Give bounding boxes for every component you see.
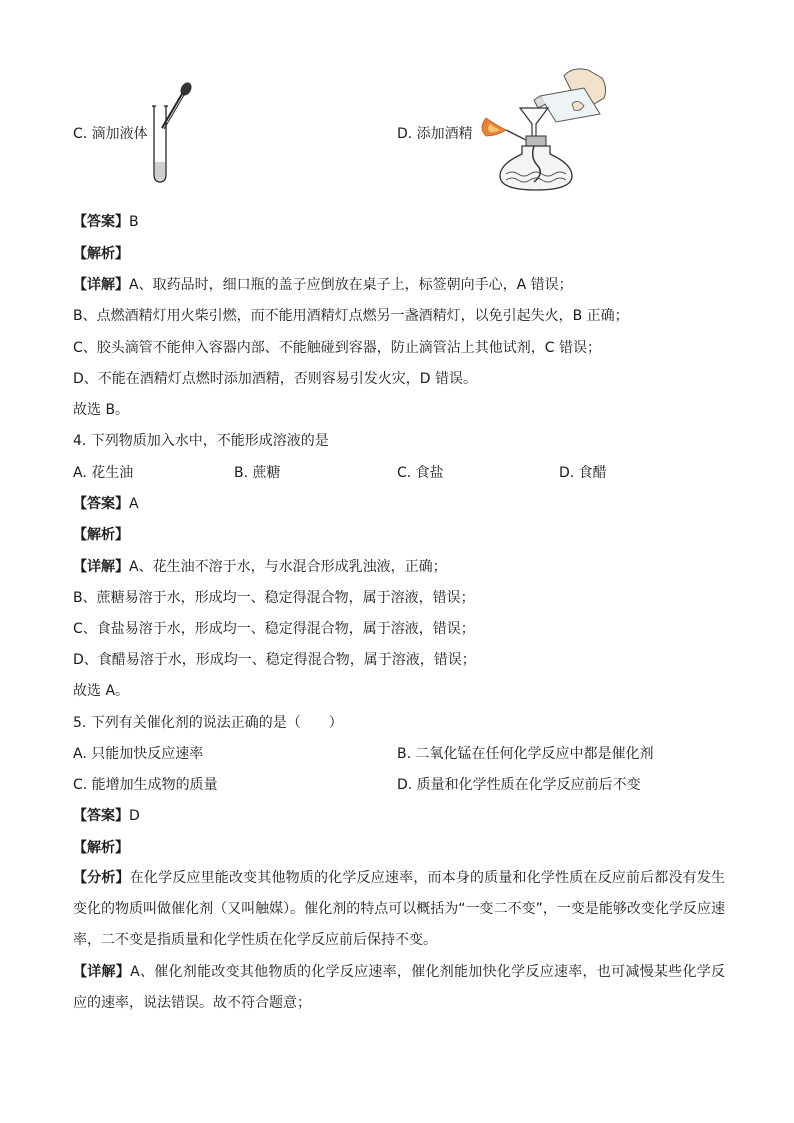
q3-detail-line-1 — [73, 275, 573, 295]
q5-stem: 5. 下列有关催化剂的说法正确的是（ ） — [73, 715, 343, 731]
answer-tag: 【答案】 — [73, 808, 129, 824]
detail-tag: 【详解】 — [73, 964, 131, 980]
q3-analysis-label: 【解析】 — [73, 246, 129, 262]
detail-text: A、花生油不溶于水，与水混合形成乳浊液，正确； — [129, 559, 447, 575]
q4-detail-line-3: C、食盐易溶于水，形成均一、稳定得混合物，属于溶液，错误； — [73, 621, 475, 637]
answer-tag: 【答案】 — [73, 214, 129, 230]
q4-option-d: D. 食醋 — [559, 465, 607, 481]
option-d-label: D. 添加酒精 — [397, 126, 473, 142]
q5-answer — [73, 806, 140, 826]
detail-text: A、催化剂能改变其他物质的化学反应速率，催化剂能加快化学反应速率，也可减慢某些化学反应的速率，说法错误。故不符合题意； — [73, 964, 726, 1011]
q4-detail-line-2: B、蔗糖易溶于水，形成均一、稳定得混合物，属于溶液，错误； — [73, 590, 475, 606]
q5-option-b: B. 二氧化锰在任何化学反应中都是催化剂 — [397, 746, 654, 762]
analysis-text: 在化学反应里能改变其他物质的化学反应速率，而本身的质量和化学性质在反应前后都没有发生变化的物质叫做催化剂（又叫触媒）。催化剂的特点可以概括为“一变二不变”，一变是能够改变化学反应速率，二不变是指质量和化学性质在化学反应前后保持不变。 — [73, 870, 726, 948]
q5-analysis-label: 【解析】 — [73, 840, 129, 856]
detail-tag: 【详解】 — [73, 277, 129, 293]
q4-option-a: A. 花生油 — [73, 465, 134, 481]
q5-option-c: C. 能增加生成物的质量 — [73, 777, 218, 793]
analysis-tag: 【分析】 — [73, 870, 130, 886]
answer-value: B — [129, 214, 139, 230]
q4-analysis-label: 【解析】 — [73, 527, 129, 543]
q4-detail-line-4: D、食醋易溶于水，形成均一、稳定得混合物，属于溶液，错误； — [73, 652, 476, 668]
q3-detail-line-4: D、不能在酒精灯点燃时添加酒精，否则容易引发火灾，D 错误。 — [73, 371, 478, 387]
q4-stem: 4. 下列物质加入水中，不能形成溶液的是 — [73, 433, 329, 449]
q3-conclusion: 故选 B。 — [73, 402, 130, 418]
option-c-label: C. 滴加液体 — [73, 126, 148, 142]
q3-answer — [73, 212, 139, 232]
adding-alcohol-lamp-illustration — [476, 58, 616, 198]
q4-option-b: B. 蔗糖 — [234, 465, 281, 481]
answer-value: A — [129, 496, 139, 512]
detail-text: A、取药品时，细口瓶的盖子应倒放在桌子上，标签朝向手心，A 错误； — [129, 277, 573, 293]
q4-conclusion: 故选 A。 — [73, 683, 130, 699]
answer-value: D — [129, 808, 140, 824]
q3-detail-line-2: B、点燃酒精灯用火柴引燃，而不能用酒精灯点燃另一盏酒精灯，以免引起失火，B 正确； — [73, 308, 629, 324]
detail-tag: 【详解】 — [73, 559, 129, 575]
q5-option-d: D. 质量和化学性质在化学反应前后不变 — [397, 777, 641, 793]
q4-answer — [73, 494, 139, 514]
q3-detail-line-3: C、胶头滴管不能伸入容器内部、不能触碰到容器，防止滴管沾上其他试剂，C 错误； — [73, 340, 601, 356]
dropper-test-tube-illustration — [140, 78, 200, 186]
answer-tag: 【答案】 — [73, 496, 129, 512]
q5-detail-paragraph — [73, 957, 725, 1019]
q5-option-a: A. 只能加快反应速率 — [73, 746, 204, 762]
q5-analysis-paragraph — [73, 863, 725, 956]
q4-option-c: C. 食盐 — [397, 465, 444, 481]
q4-detail-line-1 — [73, 557, 447, 577]
